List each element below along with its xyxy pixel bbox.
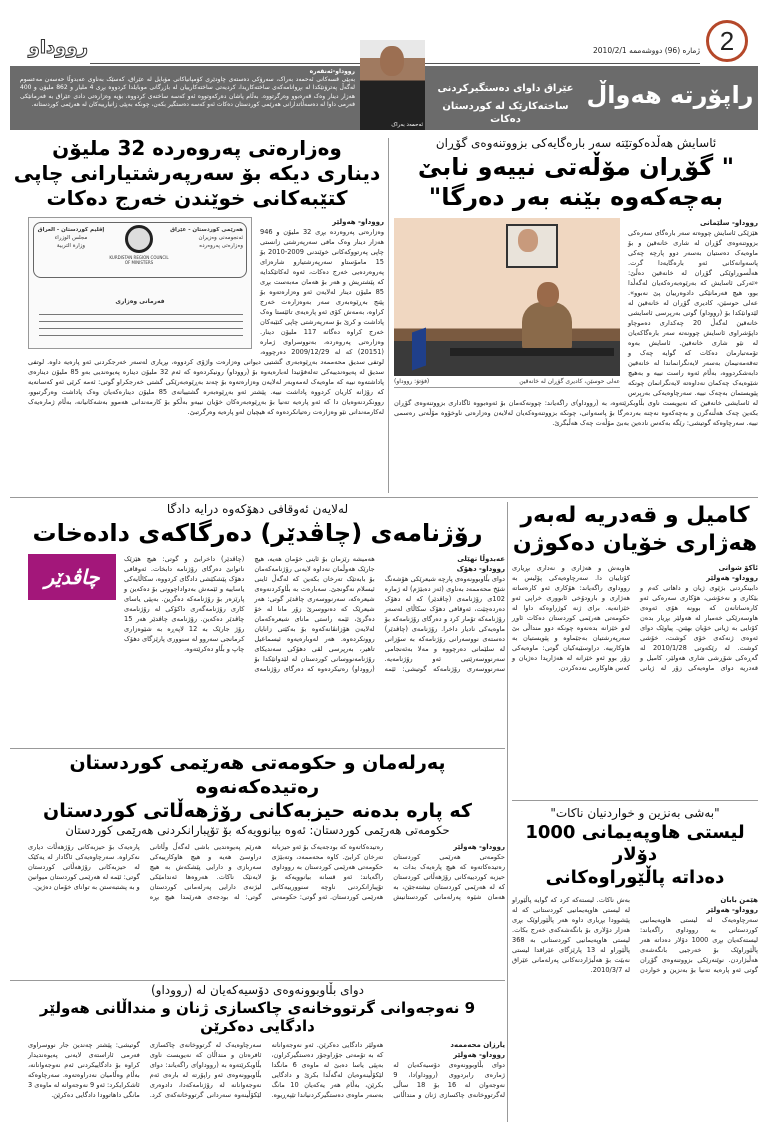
gorran-photo-credit: (فۆتۆ: رووداو): [394, 377, 430, 385]
band-body: بەپێی قسەکانی ئەحمەد بەراک، سەرۆکی دەستەی چاودێری کۆمپانیاکانی مۆبایل لە عێراق، کەسێک بەناوی عەبدوڵا حەسەن مەعسوم لەگەڵ پەترۆنێکدا لە بڕوانامەکەی ساختەکاریدا، کردیەتی ساختەکارییان لە بازرگانی موبایلدا کردووە بڕی 4 ملیار و 862 ملیۆن و 400 هەزار دینار وەک قەرەبوو وەرگرتووە. بەڵام پاشان دەرکەوتووە ئەو کەسە ساختەی کردووە، بۆیە وەزارەتی دادی عێراق بە فەرمانێکی فەرمی داوا لە دەسەڵاتدارانی هەرێمی کوردستان دەکات ئەو کەسە دەستگیر بکەن، چونکە بەپێی زانیارییەکان لە هەرێمی کوردستانە.: [20, 76, 356, 109]
band-byline: رووداو-ئەنقەرە: [309, 68, 355, 75]
parliament-byline: رووداو- هەولێر: [453, 843, 505, 852]
band-headline-1: عێراق داوای دەستگیرکردنی: [437, 83, 574, 94]
kamil-article: [512, 502, 758, 673]
list-body: سەرچاوەیەک لە لیستی هاوپەیمانیی کوردستانی بە رووداوی راگەیاند: لیستەکەیان بڕی 1000 دۆلار دەداتە هەر پاڵێوراوێک بۆ خەرجیی بانگەشەی هەڵبژاردن. نوێنەرێکی بزووتنەوەی گۆڕان گوتی ئەو پارەیە تەنیا بۆ بەنزین و خواردن بەش ناکات. لیستەکە کرد کە گوایە پاڵێوراو لە لیستی هاوپەیمانیی کوردستانی کە لە پێشوودا بڕیاری داوە هەر پاڵێوراوێک بڕی هەزار دۆلاری بۆ بانگەشەکەی خەرج بکات. لیستی هاوپەیمانیی کوردستانی بە 368 پاڵێوراو لە 13 پارێزگای عێراقدا لیستی نەبێت بۆ هەڵبژاردنەکانی پەرلەمانی عێراق لە 2010/3/7.: [512, 896, 758, 975]
list-headline-2: دەداتە پاڵێوراوەکانی: [545, 866, 725, 888]
doc-seal-text: KURDISTAN REGION COUNCIL OF MINISTERS: [109, 255, 169, 265]
kamil-body-container: [512, 563, 758, 673]
education-headline-1: وەزارەتی پەروەردە 32 ملیۆن: [52, 136, 342, 160]
list-byline-2: رووداو- هەولێر: [706, 906, 758, 915]
gorran-body: هێزێکی ئاسایش چووەتە سەر بارەگای سەرەکی بزووتنەوەی گۆڕان لە شاری خانەقین و بۆ ماوەیەک دەستیان بەسەر دوو پارچە چەکی پاسەوانەکانی ئەو بارەگایەدا گرت. هەڵسوڕاوێکی گۆڕان لە خانەقین دەڵێ: «ئەرکی ئاسایش کە بەرێوەبەرەکەیان لەگەڵدا بوو، هیچ فەرمانێکی دادوەرییان پێ نەبوو». عەلی حوسێن، کادیری گۆڕان لە خانەقین لە لێدوانێکدا بۆ (رووداو) گوتی بەرپرسی ئاسایشی خانەقین لەگەڵ 20 چەکداری دەموچاو داپۆشراوی ئاسایش چوونەتە سەر بارەگاکەیان لە نێو شاری خانەقین. ئاسایش بەوە تۆمەتبارمان دەکات کە گوایە چەک و تەقەمەنیمان بەسەر لایەنگرانماندا لە خانەقین دابەشکردووە، بەڵام ئەوە راست نییە و بەهیچ شێوەیەک چەکمان نەداوەتە لایەنگرانمان چونکە پێویستمان بەچەک نییە. سەرچاوەیەکی بەرپرس لە ئاسایشی خانەقین کە نەیویست ناوی بڵاوبکرێتەوە، بە (رووداو)ی راگەیاند: چوونەکەمان بۆ ئەوەبووە ئاگاداری بزووتنەوەی گۆڕان بکەین چەک هەڵنەگرن و بەچەکەوە نەچنە بەردەرگا بۆ پاسەوانی، چونکە بزووتنەوەکەیان لەلایەن وەزارەتی ناوخۆوە مۆڵەتی رەسمی نییە. سەرچاوەکە گوتیشی: رێگە بەکەس نادەین بەبێ مۆڵەت چەک هەڵبگرێ.: [394, 228, 758, 427]
section-divider: [10, 748, 505, 749]
parliament-headline-1: پەرلەمان و حکومەتی هەرێمی کوردستان رەتیدەکەنەوە: [69, 752, 446, 798]
gorran-body-container: [394, 218, 758, 428]
prison-article: [10, 983, 505, 1100]
gorran-headline-1: " گۆڕان مۆڵەتی نییەو نابێ: [417, 152, 735, 181]
list-byline: هێمن بابان: [720, 896, 758, 905]
band-portrait-photo: [360, 40, 425, 130]
prison-byline: یارزان محەممەد: [450, 1041, 505, 1050]
gorran-photo-block: [394, 218, 620, 388]
doc-title: فەرمانی وەزاری: [115, 298, 165, 305]
chavder-byline: عەبدوڵا نهێلی: [457, 554, 505, 563]
gorran-caption-row: [394, 376, 620, 388]
section-divider: [512, 800, 758, 801]
section-divider: [10, 980, 505, 981]
list-body-container: [512, 895, 758, 975]
issue-info: ژمارە (96) دووشەممە 2010/2/1: [593, 46, 700, 55]
chavder-byline-2: رووداو- دهۆک: [456, 564, 505, 573]
band-text: [20, 68, 355, 110]
kamil-byline-2: رووداو- هەولێر: [706, 574, 758, 582]
kamil-byline: ئاکۆ شوانی: [718, 564, 758, 572]
prison-byline-2: رووداو- هەولێر: [453, 1051, 505, 1060]
gorran-kicker: ئاسایش هەڵدەکوتێتە سەر بارەگایەکی بزووتنەوەی گۆڕان: [435, 136, 717, 150]
education-byline: رووداو- هەولێر: [332, 218, 384, 226]
header-line: [425, 63, 700, 64]
chavder-content: [10, 554, 505, 674]
education-headline-2: دیناری دیکە بۆ سەرپەرشتیارانی چاپی: [13, 161, 381, 185]
doc-left-line-1: هەرێمی کوردستان - عێراق: [170, 227, 243, 233]
doc-right-line-1: إقليم كوردستان - العراق: [37, 227, 105, 233]
prison-body-container: [28, 1040, 505, 1100]
parliament-subtitle: حکومەتی هەرێمی کوردستان: ئەوە بیانوویەکە بۆ تۆپبارانکردنی هەرێمی کوردستان: [65, 823, 450, 838]
section-title: راپۆرتە هەواڵ: [586, 81, 754, 109]
chavder-body-container: [124, 554, 505, 674]
chavder-logo-text: چاڤدێر: [44, 564, 100, 589]
education-document-image: [28, 217, 252, 349]
education-headline-3: کتێبەکانی خوێندن خەرج دەکات: [46, 186, 348, 210]
page-number: 2: [719, 25, 735, 56]
gorran-photo-caption: عەلی حوسێن، کادیری گۆڕان لە خانەقین: [519, 377, 620, 385]
list-article: [512, 806, 758, 975]
doc-right-line-3: وزارة التربية: [56, 243, 86, 249]
chavder-body: دوای بڵاوبوونەوەی پارچە شیعرێکی هۆشەنگ شێخ محەممەد بەناوی (ئەز دەبێژم) لە ژمارە 102ی رۆژنامەی (چاڤدێر) کە لە دهۆک دەردەچێت، ئەوقافی دهۆک سکاڵای لەسەر رۆژنامەکە تۆمار کرد و دەرگای رۆژنامەکە بۆ ماوەیەکی نادیار داخرا. رۆژنامەی (چاڤدێر) دەستەی نووسەرانی رۆژنامەکە بە سۆزانی لە سلێمانی دەرچووە و مەلا بەئەنجامی سەرنووسەرێتیی ئەو رۆژنامەیە. سەرنووسەری رۆژنامەکە گوتیشی: ئێمە هەمیشە رێزمان بۆ ئاینی خۆمان هەیە، هیچ جارێک هەوڵمان نەداوە لایەنی رۆژنامەکەمان بۆ بابەتێک تەرخان بکەین کە لەگەڵ ئاینی ئیسلام نەگونجێ. سەبارەت بە بڵاوکردنەوەی شیعرەکە، سەرنووسەری چاڤدێر گوتی: هەر شیعرێک کە دەنووسرێ زۆر مانا لە خۆ دەگرێ، ئێمە راستی مانای شیعرەکەمان لەلایەن هۆزانڤانەکەوە بۆ بەکێتی زانایان روونکردەوە. هەر لەوبارەیەوە ئیسماعیل تاهیر، بەرپرسی لقی دهۆکی سەندیکای رۆژنامەنووسانی کوردستان لە لێدوانێکدا بۆ (رووداو) رەتیکردەوە کە دەرگای رۆژنامەی (چاڤدێر) داخرابێ و گوتی: هیچ هێزێک ناتوانێ دەرگای رۆژنامە دابخات. ئەوقافی دهۆک پێشکێشی دادگای کردووە، سکاڵایەکی یاساییە و ئێمەش بەدواداچوونی بۆ دەکەین و پارێزەر بۆ رۆژنامەکە دەگرین. بەپێی یاسای کاری رۆژنامەگەری داکۆکی لە رۆژنامەی چاڤدێر دەکەین. رۆژنامەی چاڤدێر هەر 15 رۆژ جارێک بە 12 لاپەڕە بە شێوەزاری کرمانجی سەروو لە سنووری پارێزگای دهۆک چاپ و بڵاو دەکرێتەوە.: [124, 554, 505, 673]
chavder-article: [10, 502, 505, 674]
header-line: [90, 63, 360, 64]
kamil-body: دابینکردنی بژێوی ژیان و داهاتی کەم و بێکاری و نەخۆشی، هۆکاری سەرەکی ئەو کارەساتانەن کە بوونە هۆی ئەوەی هاوسەرێکی خەمبار لە هەولێر بڕیار بدەن کۆتایی بە ژیانی خۆیان بهێنن. پیاوێک دوای ئەوەی ژنەکەی خۆی کوشت، خۆشی کوشت. لە رێکەوتی 2010/1/28 لە گەڕەکی شۆڕشی شاری هەولێر، کامیل و قەدریە دوای ماوەیەکی زۆر لە ژیانی هاوبەش و هەژاری و نەداری بڕیاری کۆتاییان دا. سەرچاوەیەکی پۆلیس بە رووداوی راگەیاند: هۆکاری ئەو کارەساتە هەژاری و بارودۆخی ئابووری خراپی ئەو خێزانەیە. برای ژنە کوژراوەکە داوا لە حکومەتی هەرێمی کوردستان دەکات ئاوڕ لەو خێزانە بدەنەوە چونکە دوو منداڵی بێ سەرپەرشتیان بەجێماوە و پێویستیان بە هاوکارییە. دراوسێیەکیان گوتی: ماوەیەکی زۆر بوو ئەو خێزانە لە هەژاریدا دەژیان و کەس هاوکاریی نەدەکردن.: [512, 564, 759, 672]
masthead-logo: رووداو: [28, 37, 88, 58]
band-headline-2: ساختەکارێک لە کوردستان دەکات: [442, 101, 569, 125]
gorran-headline-2: بەچەکەوە بێنە بەر دەرگا": [428, 182, 724, 211]
section-divider: [10, 497, 758, 498]
column-divider: [388, 138, 389, 493]
chavder-kicker: لەلایەن ئەوقافی دهۆکەوە درایە دادگا: [166, 502, 349, 516]
kamil-headline-1: کامیل و قەدریە لەبەر: [520, 503, 750, 528]
parliament-body-container: [28, 842, 505, 902]
prison-headline: 9 نەوجەوانی گرتووخانەی چاکسازی ژنان و منداڵانی هەولێر دادگایی دەکرێن: [39, 998, 476, 1036]
chavder-logo: [28, 554, 116, 600]
prison-kicker: دوای بڵاوبوونەوەی دۆسیەکەیان لە (رووداو): [151, 983, 364, 997]
prison-body: دوای بڵاوبوونەوەی دۆسیەکەیان لە ژمارەی رابردووی (رووداو)دا، 9 نەوجەوان لە 16 بۆ 18 ساڵی لەگرتووخانەی چاکسازی ژنان و منداڵانی هەولێر دادگایی دەکرێن. ئەو نەوجەوانانە کە بە تۆمەتی جۆراوجۆر دەستگیرکراون، بەپێی یاسا دەبێ لە ماوەی 6 مانگدا لێکۆڵینەوەیان لەگەڵدا بکرێ و دادگایی بکرێن، بەڵام هەر یەکەیان 10 مانگ بەسەر ماوەی دەستگیرکردنیاندا تێپەڕیوە. سەرچاوەیەک لە گرتووخانەی چاکسازی ئافرەتان و منداڵان کە نەیویست ناوی بڵاوبکرێتەوە بە (رووداو)ی راگەیاند: دوای بڵاوبوونەوەی ئەو راپۆرتە لە بارەی ئەم نەوجەوانانە لە رۆژنامەکەدا، دادوەری لێکۆڵینەوە سەردانی گرتووخانەکەی کرد. گوتیشی: پێشتر چەندین جار نووسراوی فەرمی ئاراستەی لایەنی پەیوەندیدار کراوە بۆ دادگاییکردنی ئەم نەوجەوانانە، بەڵام وەڵامیان نەدراوەتەوە. سەرچاوەکە ئاشکرایکرد: ئەو 9 نەوجەوانە لە ماوەی 3 مانگی داهاتوودا دادگایی دەکرێن.: [28, 1041, 505, 1100]
parliament-body: حکومەتی هەرێمی کوردستان رەتیدەکاتەوە کە هیچ پارەیەک بدات بە حیزبە کوردییەکانی رۆژهەڵاتی کوردستان کە لە هەرێمی کوردستان نیشتەجێن، بە هەمان شێوە پەرلەمانی کوردستانیش رەتیدەکاتەوە کە بودجەیەک بۆ ئەو حیزبانە تەرخان کرابێ. کاوە محەممەد، وتەبێژی حکومەتی هەرێمی کوردستان بە رووداوی راگەیاند: ئەو قسانە بیانوویەکە بۆ تۆپبارانکردنی ناوچە سنوورییەکانی هەرێمی کوردستان. ئەو گوتی: حکومەتی هەرێم پەیوەندیی باشی لەگەڵ وڵاتانی دراوسێ هەیە و هیچ هاوکارییەکی سەربازی و دارایی پێشکەش بە هیچ لایەنێک ناکات. هەروەها ئەندامێکی لیژنەی دارایی پەرلەمانی کوردستان گوتی: لە بودجەی هەرێمدا هیچ بڕە پارەیەک بۆ حیزبەکانی رۆژهەڵات دیاری نەکراوە. سەرچاوەیەکی ئاگادار لە یەکێک لە حیزبەکانی رۆژهەڵاتی کوردستان گوتی: ئێمە لە هەرێمی کوردستان میوانین و بە پشتبەستن بە توانای خۆمان دەژین.: [28, 843, 505, 902]
list-kicker: "بەشی بەنزین و خواردنیان ناکات": [550, 806, 720, 820]
parliament-headline-2: کە پارە بدەنە حیزبەکانی رۆژهەڵاتی کوردستان: [43, 799, 472, 822]
band-photo-caption: ئەحمەد بەراک: [391, 122, 423, 128]
education-body-container: [10, 217, 384, 417]
parliament-article: [10, 752, 505, 902]
doc-left-line-3: وەزارەتی پەروەردە: [199, 243, 243, 249]
gorran-article: [394, 136, 758, 428]
page-number-badge: [706, 20, 748, 62]
gorran-byline: رووداو- سلێمانی: [699, 218, 758, 227]
list-headline-1: لیستی هاوپەیمانی 1000 دۆلار: [525, 821, 745, 866]
chavder-headline: رۆژنامەی (چاڤدێر) دەرگاکەی دادەخات: [32, 518, 483, 547]
doc-left-line-2: ئەنجومەنی وەزیران: [198, 235, 243, 241]
education-body: وەزارەتی پەروەردە بڕی 32 ملیۆن و 946 هەزار دینار وەک مافی سەرپەرشتی زانستی چاپی پەرتووکەکانی خوێندنی 2009-2010 بۆ 15 مامۆستاو سەرپەرشتیارو شارەزای پەروەردەیی خەرج دەکات، ئەوە لەکاتێکدایە کە پێشتریش و هەر بۆ هەمان مەبەست بڕی 85 ملیۆن دینار لەلایەن ئەو وەزارەتەوە بۆ پێنج بەڕێوەبەری سەر بەوەزارەت خەرج کراوە، بەمەش کۆی ئەو پارەیەی تائێستا وەک پاداشت و کرێ بۆ سەرپەرشتی چاپی کتێبەکان خەرج کراوە دەگاتە 117 ملیۆن دینار. وەزارەتی پەروەردە، بەنووسراوی ژمارە (20151) کە لە 2009/12/29 دەرچووە، لوتفی سدیق محەممەد بەڕێوەبەری گشتیی دیوانی وەزارەت واژۆی کردووە، بڕیاری لەسەر خەرجکردنی ئەو پارەیە داوە. لوتفی سدیق لە پەیوەندییەکی تەلەفۆنیدا لەبارەیەوە بۆ (رووداو) رونیکردەوە کە ئەم 32 ملیۆن دینارە پەیوەندیی بەو 85 ملیۆن دینارەی پاداشتەوە نییە کە ماوەیەک لەمەوبەر لەلایەن وەزارەتەوە بۆ چەند بەڕێوەبەرێکی گشتی خەرجکراو گوتی: ئەمە کرێی ئەو کەسانەیە کە رۆژانە کاریان کردووە پاداشت نییە. پێشتر ئەو بەڕێوەبەرە گشتییانەی 85 ملیۆن دینارەکەیان وەک پاداشت وەرگرتبوو، روونکردنەوەیان دا کە ئەو پارەیە تەنیا بۆ بەڕێوەبەرەکان خۆیان نییەو بەڵکو بۆ کارمەندانی هەموو بەشەکانیانە، بەڵام ژمارەیەک لەکارمەندانی نێو وەزارەت رەتیانکردەوە کە هیچیان لەو پارەیە وەرگرتبێ.: [28, 228, 385, 416]
kamil-headline-2: هەژاری خۆیان دەکوژن: [512, 530, 758, 556]
column-divider: [507, 502, 508, 1122]
seal-icon: [125, 225, 153, 253]
education-article: [10, 136, 384, 417]
doc-right-line-2: مجلس الوزراء: [54, 235, 88, 241]
gorran-photo: [394, 218, 620, 376]
